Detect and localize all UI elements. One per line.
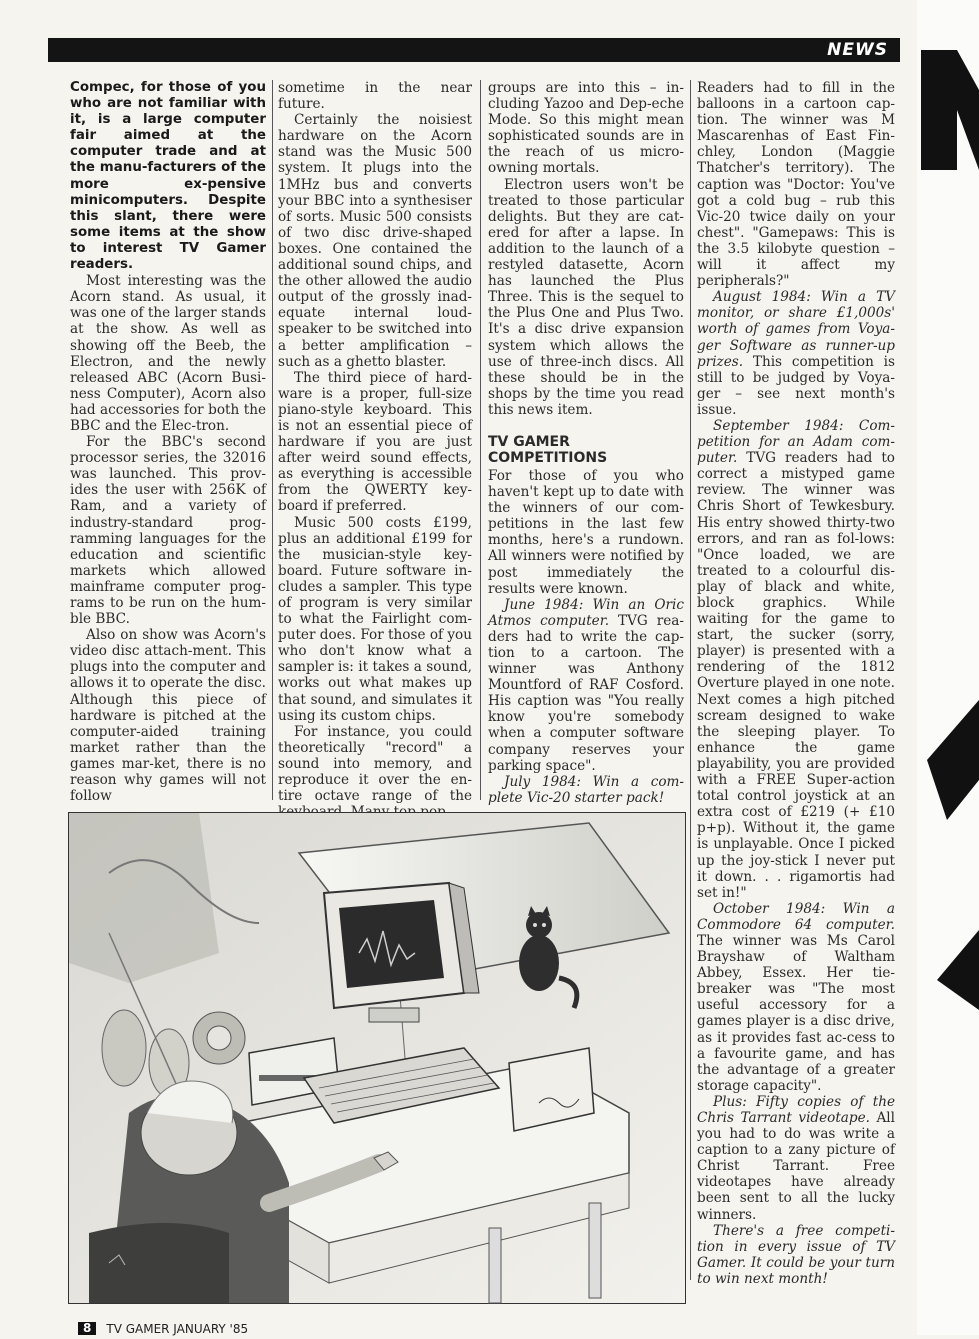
facing-page-graphic bbox=[917, 0, 979, 1335]
paragraph: Also on show was Acorn's video disc attach-ment. This plugs into the computer and allows it to operate the disc. Although this piece of hardware is pitched at the computer-aided training market rather than the games mar-ket, there is no reason why games will not follow bbox=[70, 627, 266, 805]
page-footer bbox=[78, 1322, 248, 1335]
subheading: TV GAMER COMPETITIONS bbox=[488, 433, 608, 466]
paragraph: sometime in the near future. bbox=[278, 80, 472, 113]
competition-title: October 1984: Win a Commodore 64 computer. bbox=[697, 900, 895, 933]
competition-title: September 1984: Com-petition for an Adam com-puter. bbox=[697, 417, 895, 467]
column-1 bbox=[70, 80, 266, 805]
paragraph: groups are into this – in-cluding Yazoo and Dep-eche Mode. So this might mean sophisticated sounds are in the reach of us micro-owning mortals. bbox=[488, 80, 684, 177]
paragraph-body: TVG readers had to correct a mistyped game review. The winner was Chris Short of Tewkesbury. His entry showed thirty-two errors, and ran as fol-lows: "Once loaded, we are treated to a colourful dis-play of black and white, block graphics. While waiting for the game to start, the sucker (sorry, player) is presented with a rendering of the 1812 Overture played in one note. Next comes a high pitched scream designed to wake the sleeping player. To enhance the game playability, you are provided with a FREE Super-action total control joystick at an extra cost of £219 (+ £10 p+p). Without it, the game is unplayable. Once I picked up the joy-stick I never put it down. . . rigamortis had set in!" bbox=[697, 450, 895, 901]
paragraph: Most interesting was the Acorn stand. As usual, it was one of the larger stands at the show. As well as showing off the Beeb, the Electron, and the newly released ABC (Acorn Busi-ness Computer), Acorn also had accessories for both the BBC and the Elec-tron. bbox=[70, 273, 266, 434]
column-rule bbox=[480, 80, 481, 800]
illustration-piano-computer bbox=[68, 812, 686, 1304]
facing-page-edge bbox=[917, 0, 979, 1335]
section-tag: NEWS bbox=[827, 40, 888, 60]
column-4 bbox=[697, 80, 895, 1287]
page-number: 8 bbox=[78, 1322, 96, 1335]
paragraph: For those of you who haven't kept up to date with the winners of our com-petitions in the last few months, here's a rundown. All winners were notified by post immediately the results were known. bbox=[488, 467, 684, 597]
column-3 bbox=[488, 80, 684, 806]
paragraph bbox=[697, 289, 895, 418]
issue-label: TV GAMER JANUARY '85 bbox=[106, 1322, 249, 1336]
illustration-drawing bbox=[69, 813, 685, 1303]
lead-paragraph: Compec, for those of you who are not familiar with it, is a large computer fair aimed at the computer trade and at the manu-facturers of the more ex-pensive minicomputers. Despite this slant, there were some items at the show to interest TV Gamer readers. bbox=[70, 80, 266, 273]
paragraph: For instance, you could theoretically "record" a sound into memory, and reproduce it over the en-tire octave range of the bbox=[278, 723, 472, 805]
paragraph bbox=[697, 1223, 895, 1287]
column-rule bbox=[690, 80, 691, 1280]
paragraph: Certainly the noisiest hardware on the Acorn stand was the Music 500 system. It plugs into the 1MHz bus and converts your BBC into a synthesiser of sorts. Music 500 consists of two disc drive-shaped boxes. One contained the additional sound chips, and the other allowed the audio output of the grossly inad-equate internal loud-speaker to be switched into a better amplification – such as a ghetto blaster. bbox=[278, 112, 472, 370]
column-2 bbox=[278, 80, 472, 805]
paragraph: The third piece of hard-ware is a proper, full-size piano-style keyboard. This is not an essential piece of hardware if you are just after weird sound effects, as everything is accessible from the QWERTY key-board if preferred. bbox=[278, 369, 472, 515]
paragraph: For the BBC's second processor series, the 32016 was launched. This prov-ides the user with 256K of Ram, and a variety of industry-standard prog-ramming languages for the education and scientific markets which allowed mainframe computer prog-rams to be run on the hum-ble BBC. bbox=[70, 434, 266, 628]
paragraph-body: The winner was Ms Carol Brayshaw of Waltham Abbey, Essex. Her tie-breaker was "The most useful accessory for a games player is a disc drive, as it provides fast ac-cess to a favourite game, and has the advantage of a greater storage capacity". bbox=[697, 932, 895, 1094]
paragraph bbox=[697, 418, 895, 901]
section-header-bar bbox=[48, 38, 900, 62]
competition-title: June 1984: Win an Oric Atmos computer. bbox=[488, 596, 684, 629]
paragraph: Music 500 costs £199, plus an additional £199 for the musician-style key-board. Future software in-cludes a sampler. This type of program is very similar to what the Fairlight com-puter does. For those of you who don't know what a sampler is: it takes a sound, works out what makes up that sound, and simulates it using its custom chips. bbox=[278, 514, 472, 724]
paragraph-body: All you had to do was write a caption to a zany picture of Christ Tarrant. Free videotapes have already been sent to all the lucky winners. bbox=[697, 1110, 895, 1223]
paragraph bbox=[488, 774, 684, 806]
competition-title: Plus: Fifty copies of the Chris Tarrant videotape. bbox=[697, 1093, 895, 1126]
paragraph: Electron users won't be treated to those particular delights. But they are cat-ered for after a lapse. In addition to the launch of a restyled datasette, Acorn has launched the Plus Three. This is the sequel to the Plus One and Plus Two. It's a disc drive expansion system which allows the use of three-inch discs. All these should be in the shops by the time you read this news item. bbox=[488, 176, 684, 418]
column-rule bbox=[272, 80, 273, 800]
paragraph bbox=[488, 597, 684, 774]
competition-title: August 1984: Win a TV monitor, or share £1,000s' worth of games from Voya-ger Software as runner-up prizes. bbox=[697, 289, 895, 370]
paragraph: Readers had to fill in the balloons in a cartoon cap-tion. The winner was M Mascarenhas of East Fin-chley, London (Maggie Thatcher's territory). The caption was "Doctor: You've got a cold bug – rub this Vic-20 twice daily on your chest". "Gamepaws: This is the 3.5 kilobyte question – will it affect my peripherals?" bbox=[697, 80, 895, 290]
closing-note: There's a free competi-tion in every issue of TV Gamer. It could be your turn to win next month! bbox=[697, 1222, 895, 1287]
paragraph bbox=[697, 901, 895, 1094]
paragraph-body: TVG rea-ders had to write the cap-tion to a cartoon. The winner was Anthony Mountford of RAF Cosford. His caption was "You really know you're somebody when a computer software company reserves your parking space". bbox=[488, 612, 684, 774]
paragraph bbox=[697, 1094, 895, 1223]
paragraph-body: This competition is still to be judged by Voya-ger – see next month's issue. bbox=[697, 353, 895, 418]
competition-title: July 1984: Win a com-plete Vic-20 starter pack! bbox=[488, 773, 684, 806]
